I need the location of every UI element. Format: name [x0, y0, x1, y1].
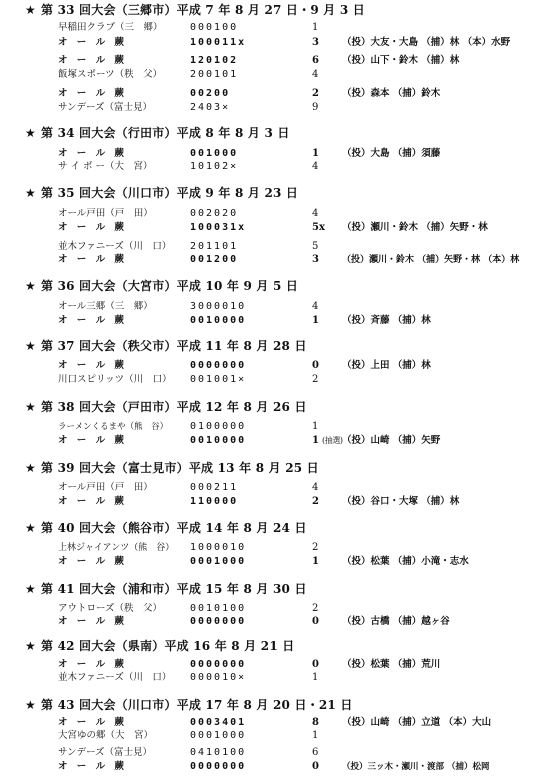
game-row: [0, 161, 550, 173]
battery-info: （投）山崎 （捕）矢野: [342, 435, 441, 446]
tournament-title-text: 第 39 回大会（富士見市）平成 13 年 8 月 25 日: [41, 461, 319, 475]
team-name: オ ー ル 蕨: [58, 556, 127, 567]
team-name: アウトローズ（秩 父）: [58, 603, 163, 614]
inning-score: 100031x: [190, 222, 247, 233]
battery-info: [342, 421, 542, 433]
game-row: [0, 374, 550, 386]
game-row: [0, 88, 550, 100]
star-icon: ★: [25, 3, 36, 17]
inning-score: 110000: [190, 496, 239, 507]
tournament-title: [25, 520, 307, 536]
tournament-title-text: 第 33 回大会（三郷市）平成 7 年 8 月 27 日・9 月 3 日: [41, 3, 365, 17]
game-row: [0, 747, 550, 759]
inning-score: 0001000: [190, 730, 247, 741]
inning-score: 3000010: [190, 301, 247, 312]
battery-info: （投）森本 （捕）鈴木: [342, 88, 441, 99]
team-name: オール三郷（三 郷）: [58, 301, 153, 312]
total-runs: 0: [312, 761, 319, 772]
total-runs: 4: [312, 482, 319, 493]
inning-score: 0100000: [190, 421, 247, 432]
total-runs: 0: [312, 616, 319, 627]
battery-info: [342, 730, 542, 742]
team-name: 川口スピリッツ（川 口）: [58, 374, 172, 385]
battery-info: [342, 747, 542, 759]
inning-score: 100011x: [190, 37, 247, 48]
inning-score: 00200: [190, 88, 231, 99]
star-icon: ★: [25, 126, 36, 140]
total-runs: 4: [312, 208, 319, 219]
total-runs: 4: [312, 69, 319, 80]
battery-info: （投）斉藤 （捕）林: [342, 315, 431, 326]
inning-score: 0010000: [190, 435, 247, 446]
inning-score: 2403×: [190, 102, 231, 113]
inning-score: 002020: [190, 208, 239, 219]
team-name: 早稲田クラブ（三 郷）: [58, 22, 163, 33]
team-name: オ ー ル 蕨: [58, 37, 127, 48]
battery-info: [342, 542, 542, 554]
total-runs: 1: [312, 672, 319, 683]
team-name: 上林ジャイアンツ（熊 谷）: [58, 543, 175, 553]
game-row: [0, 496, 550, 508]
team-name: オ ー ル 蕨: [58, 55, 127, 66]
game-row: [0, 55, 550, 67]
game-row: [0, 730, 550, 742]
tournament-title: [25, 125, 290, 141]
tournament-title: [25, 399, 307, 415]
game-row: [0, 254, 550, 266]
total-runs: 1: [312, 435, 319, 446]
team-name: オ ー ル 蕨: [58, 315, 127, 326]
tournament-title: [25, 185, 298, 201]
total-runs: 4: [312, 161, 319, 172]
inning-score: 120102: [190, 55, 239, 66]
star-icon: ★: [25, 461, 36, 475]
total-runs: 6: [312, 55, 319, 66]
star-icon: ★: [25, 186, 36, 200]
tournament-title-text: 第 43 回大会（川口市）平成 17 年 8 月 20 日・21 日: [41, 698, 353, 712]
team-name: オ ー ル 蕨: [58, 435, 127, 446]
battery-info: [342, 69, 542, 81]
battery-info: [342, 672, 542, 684]
game-row: [0, 222, 550, 234]
game-row: [0, 435, 550, 447]
game-row: [0, 315, 550, 327]
inning-score: 000010×: [190, 672, 247, 683]
inning-score: 0001000: [190, 556, 247, 567]
tournament-title: [25, 581, 307, 597]
game-row: [0, 672, 550, 684]
team-name: オ ー ル 蕨: [58, 254, 127, 265]
total-runs: 1: [312, 421, 319, 432]
battery-info: [342, 161, 542, 173]
total-runs: 3: [312, 37, 319, 48]
inning-score: 001001×: [190, 374, 247, 385]
inning-score: 000211: [190, 482, 239, 493]
team-name: オ ー ル 蕨: [58, 659, 127, 670]
team-name: オ ー ル 蕨: [58, 88, 127, 99]
game-row: [0, 22, 550, 34]
tournament-title: [25, 278, 298, 294]
inning-score: 200101: [190, 69, 239, 80]
team-name: オ ー ル 蕨: [58, 222, 127, 233]
total-runs: 1: [312, 315, 319, 326]
battery-info: [342, 22, 542, 34]
total-runs: 3: [312, 254, 319, 265]
tournament-title: [25, 460, 319, 476]
total-runs: 2: [312, 496, 319, 507]
team-name: サンデーズ（富士見）: [58, 747, 153, 758]
tournament-title: [25, 2, 365, 18]
star-icon: ★: [25, 582, 36, 596]
tournament-title-text: 第 38 回大会（戸田市）平成 12 年 8 月 26 日: [41, 400, 307, 414]
game-row: [0, 659, 550, 671]
star-icon: ★: [25, 279, 36, 293]
inning-score: 0003401: [190, 717, 247, 728]
game-row: [0, 761, 550, 773]
star-icon: ★: [25, 521, 36, 535]
battery-info: （投）山崎 （捕）立道 （本）大山: [342, 717, 492, 728]
inning-score: 10102×: [190, 161, 239, 172]
battery-info: （投）三ッ木・瀬川・渡部 （捕）松岡: [342, 762, 490, 772]
game-row: [0, 421, 550, 433]
team-name: 並木ファニーズ（川 口）: [58, 241, 172, 252]
battery-info: （投）松葉 （捕）荒川: [342, 659, 441, 670]
team-name: オール戸田（戸 田）: [58, 482, 153, 493]
tournament-title-text: 第 35 回大会（川口市）平成 9 年 8 月 23 日: [41, 186, 299, 200]
total-runs: 1: [312, 556, 319, 567]
inning-score: 0000000: [190, 761, 247, 772]
tournament-title: [25, 697, 353, 713]
game-row: [0, 542, 550, 554]
team-name: 飯塚スポーツ（秩 父）: [58, 69, 163, 80]
total-runs: 8: [312, 717, 319, 728]
game-note: (抽選): [322, 436, 343, 445]
team-name: サンデーズ（富士見）: [58, 102, 153, 113]
battery-info: （投）山下・鈴木 （捕）林: [342, 55, 460, 66]
inning-score: 001000: [190, 148, 239, 159]
tournament-title-text: 第 42 回大会（県南）平成 16 年 8 月 21 日: [41, 639, 295, 653]
battery-info: （投）古橋 （捕）越ヶ谷: [342, 616, 450, 627]
team-name: 大宮ゆの郷（大 宮）: [58, 730, 154, 741]
total-runs: 4: [312, 301, 319, 312]
game-row: [0, 616, 550, 628]
inning-score: 0000000: [190, 616, 247, 627]
battery-info: [342, 208, 542, 220]
total-runs: 1: [312, 148, 319, 159]
star-icon: ★: [25, 698, 36, 712]
battery-info: （投）瀬川・鈴木 （捕）矢野・林 （本）林: [342, 255, 520, 265]
game-row: [0, 208, 550, 220]
inning-score: 201101: [190, 241, 239, 252]
battery-info: （投）大友・大島 （捕）林 （本）水野: [342, 37, 511, 48]
total-runs: 5x: [312, 222, 325, 233]
total-runs: 2: [312, 374, 319, 385]
team-name: サ イ ボ ー（大 宮）: [58, 161, 153, 172]
game-row: [0, 37, 550, 49]
game-row: [0, 241, 550, 253]
total-runs: 0: [312, 659, 319, 670]
tournament-title-text: 第 41 回大会（浦和市）平成 15 年 8 月 30 日: [41, 582, 307, 596]
inning-score: 001200: [190, 254, 239, 265]
total-runs: 5: [312, 241, 319, 252]
tournament-title-text: 第 37 回大会（秩父市）平成 11 年 8 月 28 日: [41, 339, 307, 353]
team-name: ラーメンくるまや（熊 谷）: [58, 422, 169, 432]
tournament-title-text: 第 34 回大会（行田市）平成 8 年 8 月 3 日: [41, 126, 290, 140]
battery-info: [342, 301, 542, 313]
inning-score: 0000000: [190, 360, 247, 371]
game-row: [0, 717, 550, 729]
team-name: オ ー ル 蕨: [58, 761, 127, 772]
team-name: 並木ファニーズ（川 口）: [58, 672, 172, 683]
battery-info: （投）大島 （捕）須藤: [342, 148, 441, 159]
battery-info: [342, 603, 542, 615]
tournament-title-text: 第 36 回大会（大宮市）平成 10 年 9 月 5 日: [41, 279, 299, 293]
total-runs: 9: [312, 102, 319, 113]
tournament-title: [25, 338, 307, 354]
battery-info: （投）谷口・大塚 （捕）林: [342, 496, 460, 507]
star-icon: ★: [25, 400, 36, 414]
total-runs: 1: [312, 22, 319, 33]
tournament-title: [25, 638, 294, 654]
battery-info: （投）瀬川・鈴木 （捕）矢野・林: [342, 222, 488, 233]
total-runs: 1: [312, 730, 319, 741]
battery-info: （投）松葉 （捕）小滝・志水: [342, 556, 469, 567]
star-icon: ★: [25, 339, 36, 353]
battery-info: [342, 102, 542, 114]
inning-score: 1000010: [190, 542, 247, 553]
team-name: オ ー ル 蕨: [58, 496, 127, 507]
star-icon: ★: [25, 639, 36, 653]
team-name: オ ー ル 蕨: [58, 717, 127, 728]
inning-score: 000100: [190, 22, 239, 33]
game-row: [0, 301, 550, 313]
team-name: オ ー ル 蕨: [58, 616, 127, 627]
inning-score: 0010100: [190, 603, 247, 614]
team-name: オール戸田（戸 田）: [58, 208, 153, 219]
total-runs: 2: [312, 603, 319, 614]
game-row: [0, 603, 550, 615]
game-row: [0, 482, 550, 494]
team-name: オ ー ル 蕨: [58, 148, 127, 159]
total-runs: 6: [312, 747, 319, 758]
inning-score: 0000000: [190, 659, 247, 670]
game-row: [0, 102, 550, 114]
tournament-title-text: 第 40 回大会（熊谷市）平成 14 年 8 月 24 日: [41, 521, 307, 535]
game-row: [0, 69, 550, 81]
game-row: [0, 360, 550, 372]
battery-info: [342, 241, 542, 253]
inning-score: 0410100: [190, 747, 247, 758]
battery-info: [342, 482, 542, 494]
battery-info: [342, 374, 542, 386]
total-runs: 0: [312, 360, 319, 371]
game-row: [0, 556, 550, 568]
total-runs: 2: [312, 542, 319, 553]
inning-score: 0010000: [190, 315, 247, 326]
game-row: [0, 148, 550, 160]
battery-info: （投）上田 （捕）林: [342, 360, 431, 371]
team-name: オ ー ル 蕨: [58, 360, 127, 371]
total-runs: 2: [312, 88, 319, 99]
